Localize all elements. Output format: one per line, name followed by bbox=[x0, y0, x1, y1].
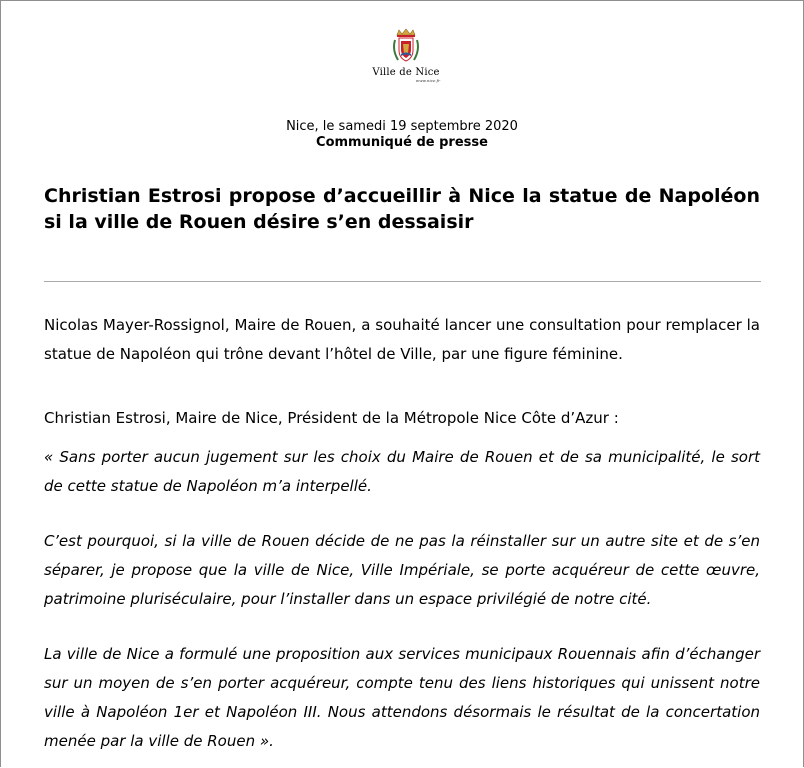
quote-paragraph-3: La ville de Nice a formulé une proposition aux services municipaux Rouennais afin d’échanger sur un moyen de s’en porter acquéreur, compte tenu des liens historiques qui unissent notre ville à Napoléon 1er et Napoléon III. Nous attendons désormais le résultat de la concertation menée par la ville de Rouen ». bbox=[44, 645, 760, 750]
nice-crest-icon bbox=[392, 28, 420, 64]
headline: Christian Estrosi propose d’accueillir à Nice la statue de Napoléon si la ville de Rouen désire s’en dessaisir bbox=[44, 185, 760, 233]
document-type: Communiqué de presse bbox=[316, 135, 488, 150]
city-logo bbox=[370, 28, 442, 83]
logo-url: www.nice.fr bbox=[415, 78, 440, 83]
speaker-paragraph: Christian Estrosi, Maire de Nice, Président de la Métropole Nice Côte d’Azur : bbox=[44, 409, 619, 427]
dateline: Nice, le samedi 19 septembre 2020 bbox=[286, 119, 518, 134]
logo-name: Ville de Nice bbox=[372, 67, 440, 78]
intro-paragraph: Nicolas Mayer-Rossignol, Maire de Rouen, a souhaité lancer une consultation pour remplacer la statue de Napoléon qui trône devant l’hôtel de Ville, par une figure féminine. bbox=[44, 316, 760, 363]
quote-paragraph-2: C’est pourquoi, si la ville de Rouen décide de ne pas la réinstaller sur un autre site et de s’en séparer, je propose que la ville de Nice, Ville Impériale, se porte acquéreur de cette œuvre, patrimoine pluriséculaire, pour l’installer dans un espace privilégié de notre cité. bbox=[44, 532, 760, 608]
quote-paragraph-1: « Sans porter aucun jugement sur les choix du Maire de Rouen et de sa municipalité, le sort de cette statue de Napoléon m’a interpellé. bbox=[44, 448, 760, 495]
divider bbox=[44, 281, 761, 282]
